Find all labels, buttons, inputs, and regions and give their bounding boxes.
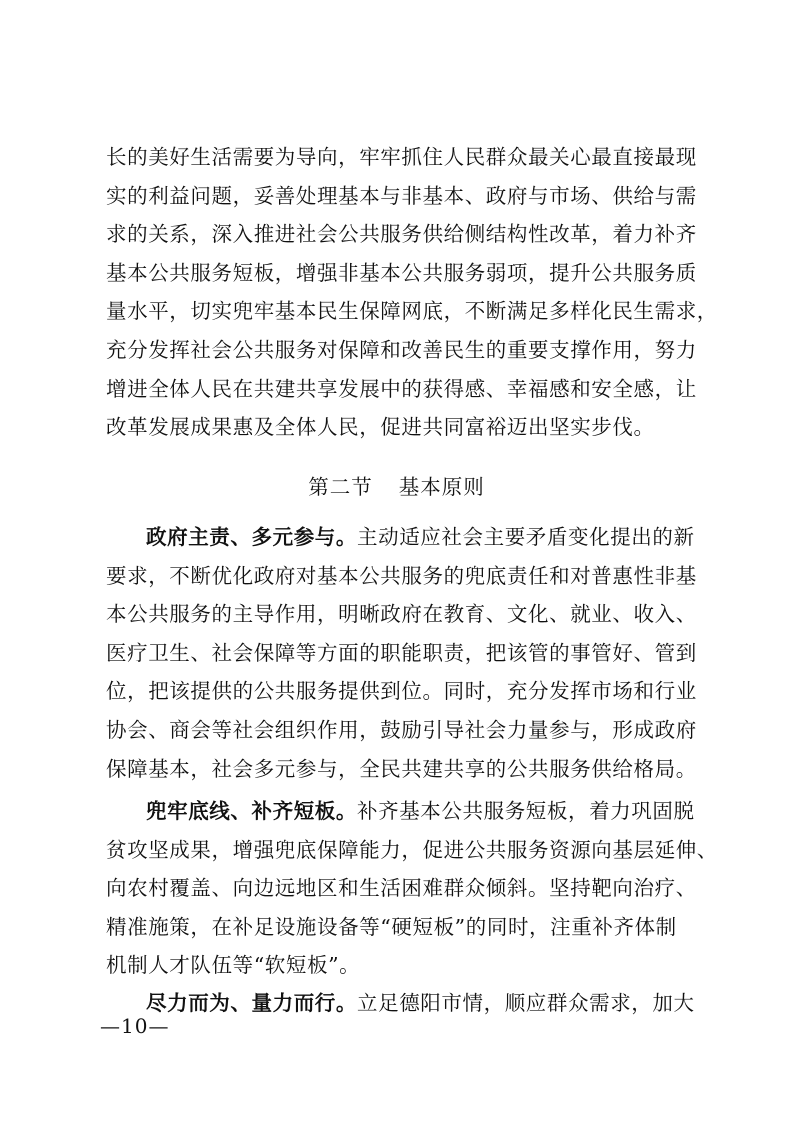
- principle-paragraph-2: [106, 792, 718, 985]
- principle-lead: 尽力而为、量力而行。: [146, 991, 357, 1015]
- principle-lead: 政府主责、多元参与。: [146, 525, 357, 549]
- text-line: 精准施策，在补足设施设备等“硬短板”的同时，注重补齐体制: [106, 914, 677, 939]
- text-line: 医疗卫生、社会保障等方面的职能职责，把该管的事管好、管到: [106, 640, 697, 665]
- text-line: 协会、商会等社会组织作用，鼓励引导社会力量参与，形成政府: [106, 717, 697, 742]
- text-line: 改革发展成果惠及全体人民，促进共同富裕迈出坚实步伐。: [106, 415, 655, 440]
- section-heading: [0, 470, 793, 500]
- text-line: 量水平，切实兜牢基本民生保障网底，不断满足多样化民生需求，: [106, 299, 718, 324]
- text-line: 向农村覆盖、向边远地区和生活困难群众倾斜。坚持靶向治疗、: [106, 876, 697, 901]
- principle-text: 主动适应社会主要矛盾变化提出的新: [357, 525, 695, 549]
- text-line: [106, 984, 694, 1023]
- principle-text: 补齐基本公共服务短板，着力巩固脱: [357, 799, 695, 823]
- text-line: 充分发挥社会公共服务对保障和改善民生的重要支撑作用，努力: [106, 337, 697, 362]
- text-line: 要求，不断优化政府对基本公共服务的兜底责任和对普惠性非基: [106, 563, 697, 588]
- principle-text: 立足德阳市情，顺应群众需求，加大: [357, 991, 695, 1015]
- principle-paragraph-3: [106, 984, 694, 1023]
- text-line: 增进全体人民在共建共享发展中的获得感、幸福感和安全感，让: [106, 376, 697, 401]
- section-number: 第二节: [308, 475, 373, 499]
- text-line: 长的美好生活需要为导向，牢牢抓住人民群众最关心最直接最现: [106, 145, 697, 169]
- principle-paragraph-1: [106, 518, 697, 788]
- text-line: 位，把该提供的公共服务提供到位。同时，充分发挥市场和行业: [106, 679, 697, 704]
- page-number: —10—: [100, 1014, 170, 1038]
- text-line: 本公共服务的主导作用，明晰政府在教育、文化、就业、收入、: [106, 602, 697, 627]
- text-line: 实的利益问题，妥善处理基本与非基本、政府与市场、供给与需: [106, 183, 697, 208]
- intro-paragraph: [106, 138, 718, 447]
- text-line: [106, 792, 694, 831]
- principle-lead: 兜牢底线、补齐短板。: [146, 799, 357, 823]
- text-line: 保障基本，社会多元参与，全民共建共享的公共服务供给格局。: [106, 756, 697, 781]
- text-line: 求的关系，深入推进社会公共服务供给侧结构性改革，着力补齐: [106, 222, 697, 247]
- text-line: 机制人才队伍等“软短板”。: [106, 953, 361, 978]
- text-line: 贫攻坚成果，增强兜底保障能力，促进公共服务资源向基层延伸、: [106, 837, 718, 862]
- section-title: 基本原则: [398, 475, 485, 499]
- text-line: 基本公共服务短板，增强非基本公共服务弱项，提升公共服务质: [106, 260, 697, 285]
- text-line: [106, 518, 694, 557]
